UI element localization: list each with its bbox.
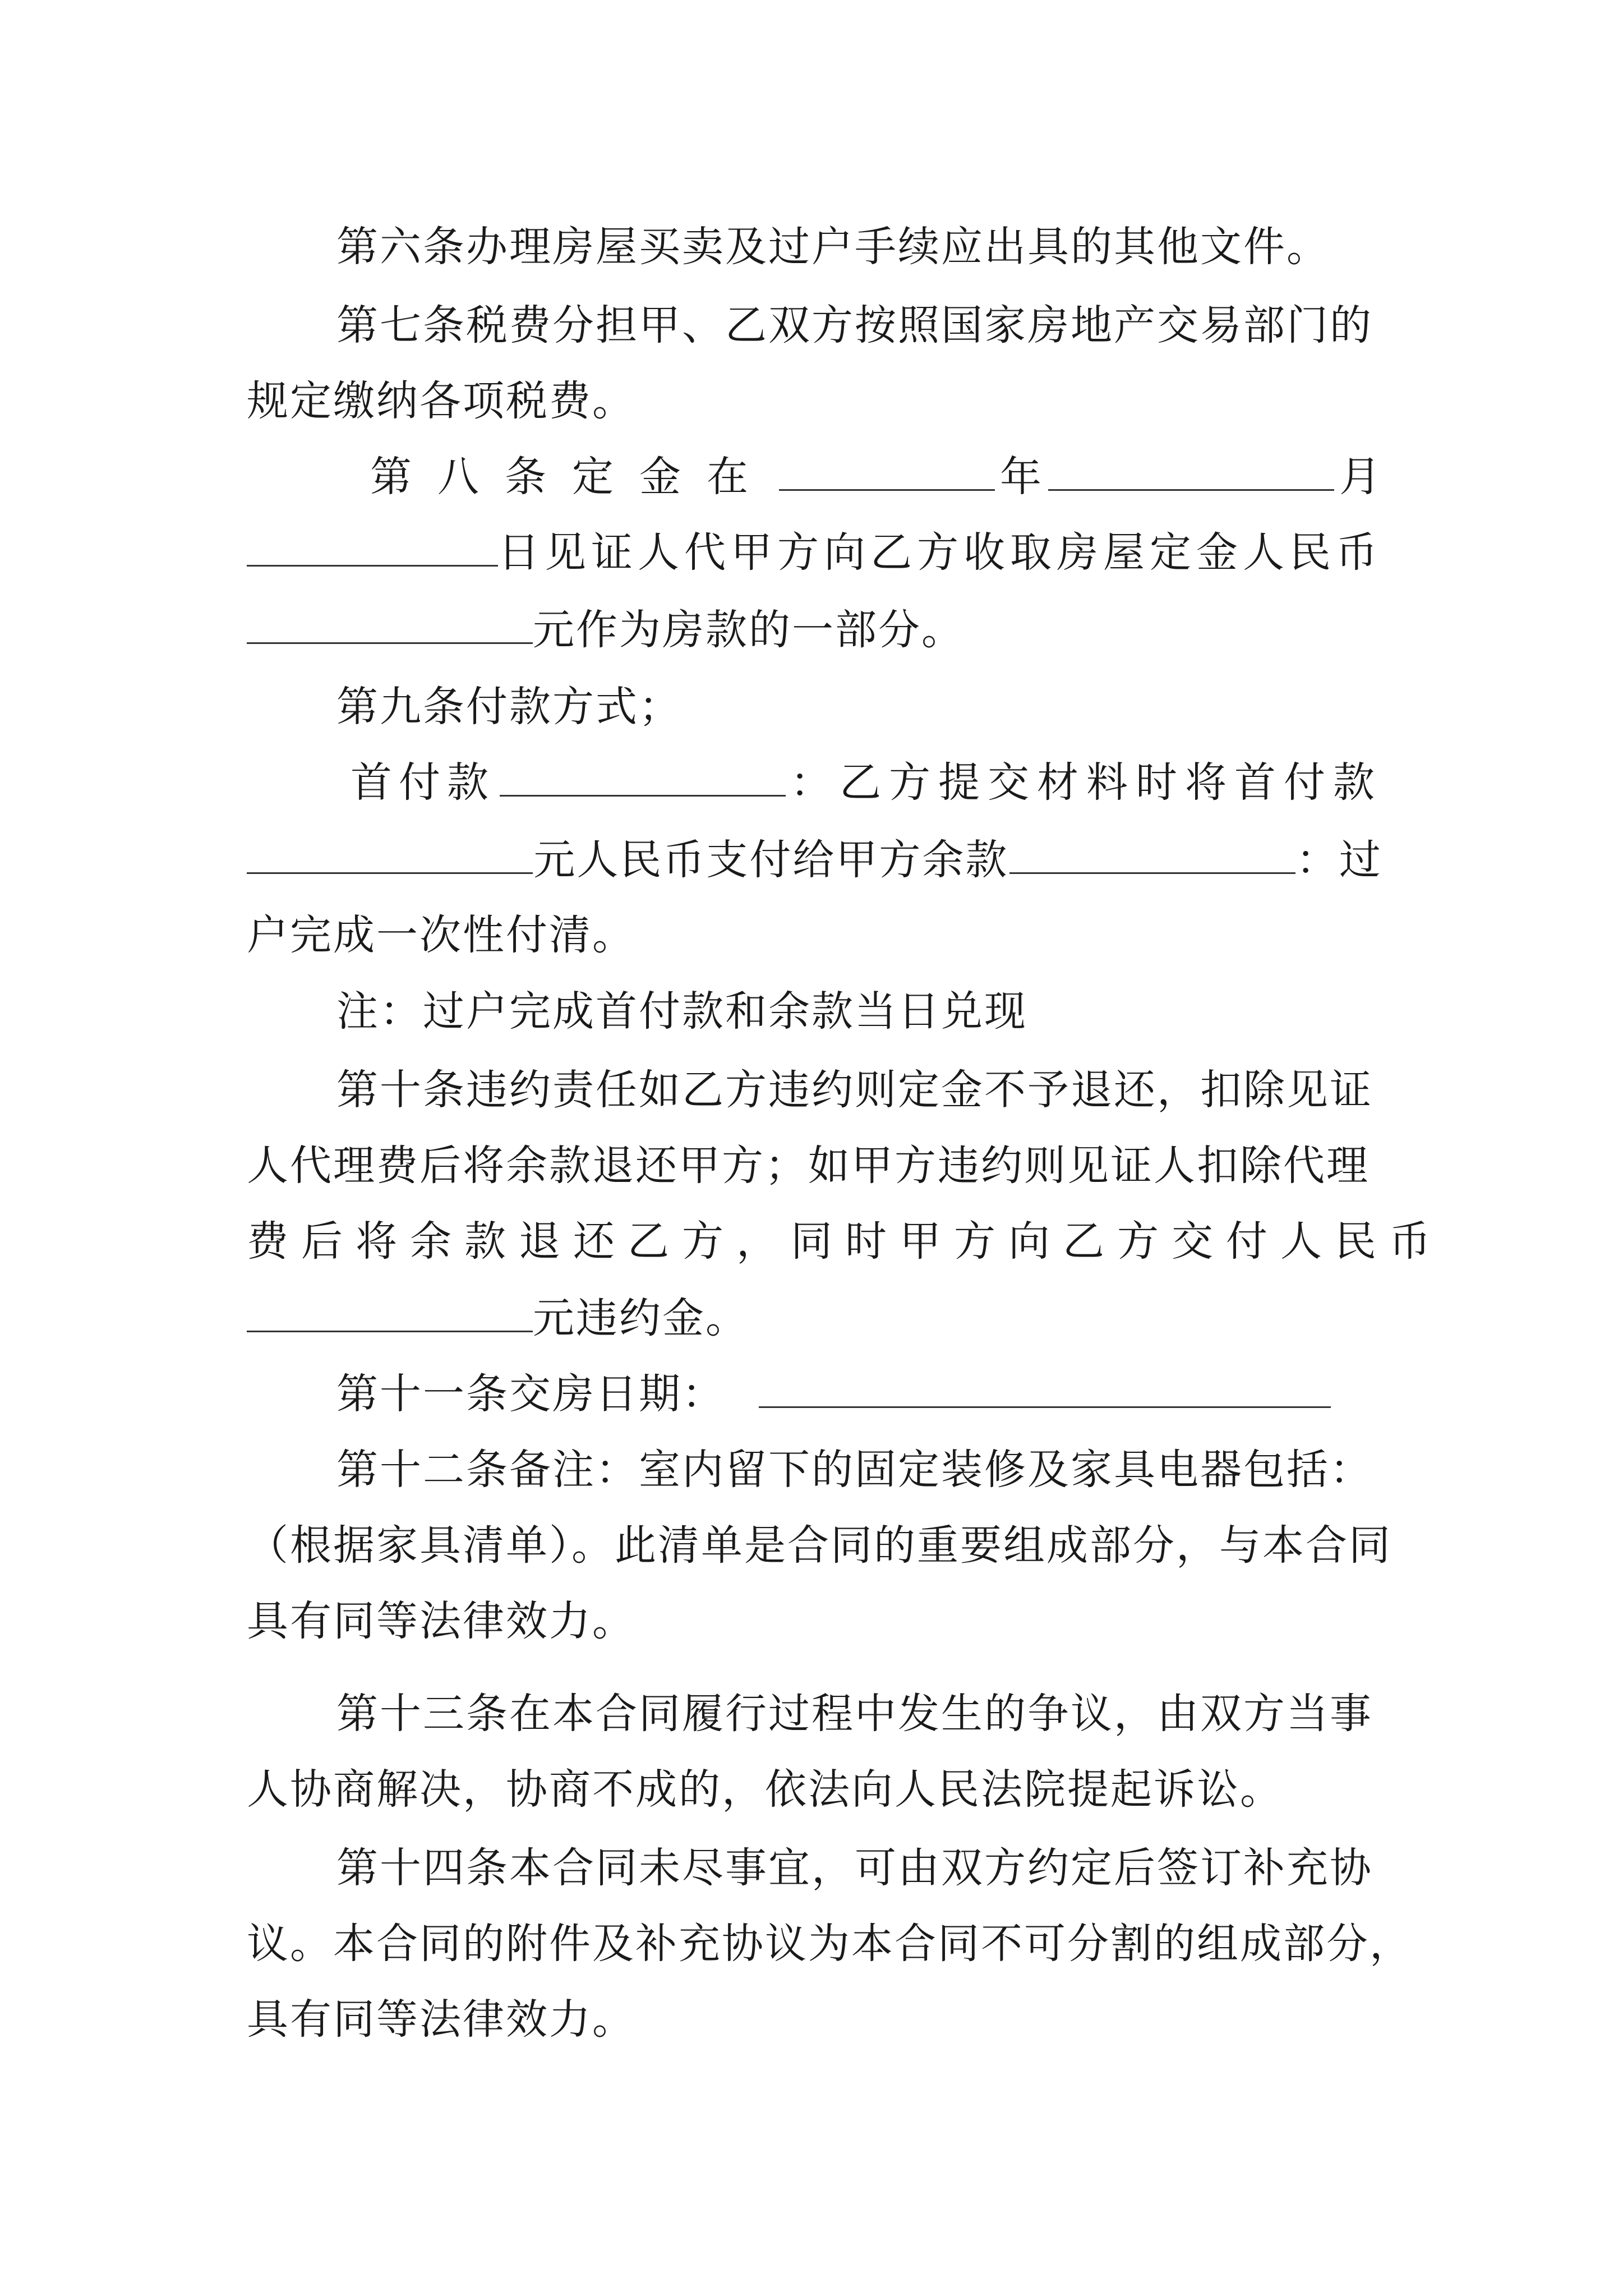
payment-text-final: 户完成一次性付清。 [247, 911, 635, 959]
article-10-line-4 [247, 1287, 1382, 1349]
article-8-line-3 [247, 599, 1382, 661]
payment-text: 元人民币支付给甲方余款 [533, 836, 1009, 884]
year-label: 年 [1000, 453, 1043, 501]
article-8-text-cont: 日见证人代甲方向乙方收取房屋定金人民币 [498, 528, 1382, 577]
article-10-line-2 [247, 1135, 1382, 1197]
article-9-text: 第九条付款方式； [336, 683, 682, 731]
article-12-text: 第十二条备注：室内留下的固定装修及家具电器包括： [336, 1446, 1373, 1494]
article-12-text-3: 具有同等法律效力。 [247, 1597, 635, 1645]
article-13-text-2: 人协商解决，协商不成的，依法向人民法院提起诉讼。 [247, 1765, 1283, 1814]
article-14-text: 第十四条本合同未尽事宜，可由双方约定后签订补充协 [336, 1844, 1373, 1892]
down-payment-label: 首付款 [351, 758, 495, 807]
article-8-text: 第八条定金在 [370, 453, 774, 501]
note-text: 注：过户完成首付款和余款当日兑现 [336, 987, 1027, 1036]
penalty-amount-blank [247, 1289, 533, 1332]
deposit-amount-blank [247, 601, 533, 644]
article-13-line-2 [247, 1759, 1382, 1820]
note [336, 981, 1382, 1042]
article-12-line-2 [247, 1515, 1392, 1576]
article-6-text: 第六条办理房屋买卖及过户手续应出具的其他文件。 [336, 223, 1330, 271]
day-blank [247, 523, 498, 567]
down-payment-blank [500, 753, 786, 797]
article-14-text-3: 具有同等法律效力。 [247, 1995, 635, 2044]
article-12-line-3 [247, 1590, 1382, 1652]
article-11 [336, 1363, 1382, 1425]
article-14-line-2 [247, 1913, 1413, 1975]
handover-date-blank [759, 1365, 1331, 1408]
article-13-line-1 [336, 1683, 1382, 1745]
article-9-line-4 [247, 904, 1382, 966]
article-9-line-2 [351, 752, 1382, 813]
article-11-text: 第十一条交房日期： [336, 1370, 725, 1418]
balance-blank [1009, 831, 1295, 874]
article-14-text-2: 议。本合同的附件及补充协议为本合同不可分割的组成部分， [247, 1920, 1413, 1968]
article-10-text-end: 元违约金。 [533, 1294, 749, 1342]
article-8-line-1 [370, 446, 1382, 508]
article-7-text: 第七条税费分担甲、乙双方按照国家房地产交易部门的 [336, 301, 1373, 349]
article-12-text-2: （根据家具清单）。此清单是合同的重要组成部分，与本合同 [247, 1521, 1392, 1570]
article-12-line-1 [336, 1439, 1382, 1501]
month-label: 月 [1339, 453, 1382, 501]
article-7-line-1 [336, 295, 1382, 356]
article-6 [336, 216, 1382, 278]
article-10-text: 第十条违约责任如乙方违约则定金不予退还，扣除见证 [336, 1066, 1373, 1114]
article-10-text-3: 费后将余款退还乙方，同时甲方向乙方交付人民币 [247, 1217, 1444, 1266]
article-7-text-cont: 规定缴纳各项税费。 [247, 377, 635, 425]
article-10-line-1 [336, 1059, 1382, 1121]
article-13-text: 第十三条在本合同履行过程中发生的争议，由双方当事 [336, 1690, 1373, 1738]
down-payment-text: ：乙方提交材料时将首付款 [790, 758, 1382, 807]
article-10-text-2: 人代理费后将余款退还甲方；如甲方违约则见证人扣除代理 [247, 1142, 1370, 1190]
article-9-line-3 [247, 829, 1382, 891]
article-14-line-1 [336, 1837, 1382, 1899]
article-7-line-2 [247, 370, 1382, 432]
article-9 [336, 676, 1382, 738]
article-8-line-2 [247, 522, 1382, 583]
year-blank [779, 448, 995, 491]
article-8-text-end: 元作为房款的一部分。 [533, 606, 965, 654]
article-10-line-3 [247, 1211, 1444, 1272]
article-14-line-3 [247, 1989, 1382, 2050]
payment-text-end: ：过 [1295, 836, 1382, 884]
month-blank [1048, 448, 1334, 491]
down-payment-amount-blank [247, 831, 533, 874]
